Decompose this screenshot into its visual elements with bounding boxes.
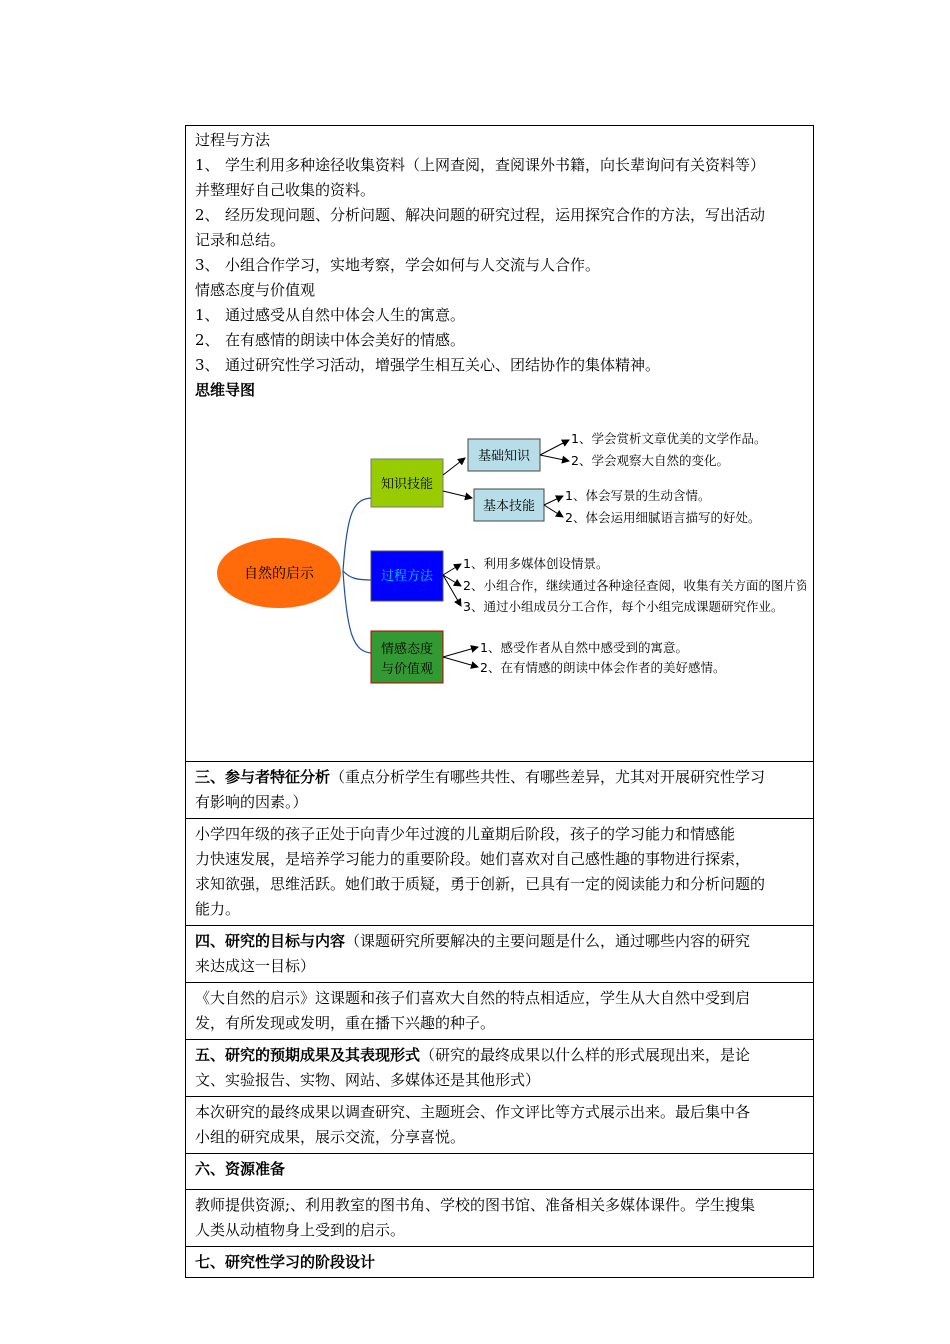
document-table <box>185 125 814 1278</box>
connector-line <box>443 458 465 475</box>
section7-heading: 七、研究性学习的阶段设计 <box>195 1253 376 1271</box>
section7-heading-cell <box>186 1246 813 1277</box>
item-text: 通过研究性学习活动，增强学生相互关心、团结协作的集体精神。 <box>225 356 661 374</box>
skill-point: 1、体会写景的生动含情。 <box>565 488 711 503</box>
item-text: 通过感受从自然中体会人生的寓意。 <box>225 306 466 324</box>
process-item <box>195 253 805 278</box>
section4-body-cell <box>186 982 813 1039</box>
mindmap <box>195 403 805 758</box>
body-line: 小学四年级的孩子正处于向青少年过渡的儿童期后阶段，孩子的学习能力和情感能 <box>195 825 736 843</box>
section3-note-continued: 有影响的因素。） <box>195 793 308 811</box>
process-point: 2、小组合作，继续通过各种途径查阅，收集有关方面的图片资料 <box>463 578 806 593</box>
emotion-item <box>195 353 805 378</box>
item-number: 3、 <box>195 256 220 274</box>
emotion-title: 情感态度与价值观 <box>195 281 316 299</box>
section3-note: （重点分析学生有哪些共性、有哪些差异，尤其对开展研究性学习 <box>330 768 766 786</box>
objectives-cell <box>186 126 813 761</box>
section6-body-cell <box>186 1189 813 1246</box>
body-line: 力快速发展，是培养学习能力的重要阶段。她们喜欢对自己感性趣的事物进行探索， <box>195 850 751 868</box>
section5-note: （研究的最终成果以什么样的形式展现出来，是论 <box>420 1046 751 1064</box>
body-line: 人类从动植物身上受到的启示。 <box>195 1221 406 1239</box>
basic-knowledge-label: 基础知识 <box>477 449 531 464</box>
connector-line <box>343 498 373 571</box>
mindmap-diagram <box>195 403 806 758</box>
emotion-item <box>195 328 805 353</box>
process-title: 过程与方法 <box>195 131 271 149</box>
body-line: 教师提供资源;、利用教室的图书角、学校的图书馆、准备相关多媒体课件。学生搜集 <box>195 1196 756 1214</box>
basic-skill-label: 基本技能 <box>482 499 536 514</box>
body-line: 《大自然的启示》这课题和孩子们喜欢大自然的特点相适应，学生从大自然中受到启 <box>195 989 751 1007</box>
item-number: 3、 <box>195 356 220 374</box>
item-number: 1、 <box>195 306 220 324</box>
connector-line <box>443 491 472 498</box>
section4-heading: 四、研究的目标与内容 <box>195 932 346 950</box>
knowledge-point: 2、学会观察大自然的变化。 <box>571 453 729 468</box>
section3-heading-cell <box>186 761 813 818</box>
section5-heading: 五、研究的预期成果及其表现形式 <box>195 1046 421 1064</box>
body-line: 本次研究的最终成果以调查研究、主题班会、作文评比等方式展示出来。最后集中各 <box>195 1103 751 1121</box>
skill-point: 2、体会运用细腻语言描写的好处。 <box>565 510 761 525</box>
knowledge-label: 知识技能 <box>380 477 434 492</box>
section3-heading: 三、参与者特征分析 <box>195 768 331 786</box>
connector-line <box>443 657 478 667</box>
section3-body-cell <box>186 818 813 925</box>
connector-line <box>443 564 461 575</box>
item-text: 学生利用多种途径收集资料（上网查阅，查阅课外书籍，向长辈询问有关资料等） <box>225 156 766 174</box>
section4-note-continued: 来达成这一目标） <box>195 957 316 975</box>
emotion-label-line2: 与价值观 <box>380 662 434 677</box>
section6-heading-cell <box>186 1153 813 1189</box>
body-line: 发，有所发现或发明，重在播下兴趣的种子。 <box>195 1014 496 1032</box>
emotion-point: 2、在有情感的朗读中体会作者的美好感情。 <box>480 660 726 675</box>
process-point: 3、通过小组成员分工合作，每个小组完成课题研究作业。 <box>463 599 784 614</box>
item-number: 2、 <box>195 206 220 224</box>
item-text: 小组合作学习，实地考察，学会如何与人交流与人合作。 <box>225 256 601 274</box>
section5-note-continued: 文、实验报告、实物、网站、多媒体还是其他形式） <box>195 1071 541 1089</box>
connector-line <box>343 571 373 653</box>
connector-line <box>343 571 373 580</box>
item-text: 在有感情的朗读中体会美好的情感。 <box>225 331 466 349</box>
body-line: 能力。 <box>195 900 241 918</box>
connector-line <box>544 496 563 505</box>
connector-line <box>443 647 478 657</box>
emotion-point: 1、感受作者从自然中感受到的寓意。 <box>480 640 688 655</box>
body-line: 小组的研究成果，展示交流，分享喜悦。 <box>195 1128 466 1146</box>
emotion-item <box>195 303 805 328</box>
center-label: 自然的启示 <box>244 566 314 582</box>
section4-note: （课题研究所要解决的主要问题是什么，通过哪些内容的研究 <box>345 932 751 950</box>
mindmap-heading: 思维导图 <box>195 381 256 399</box>
knowledge-point: 1、学会赏析文章优美的文学作品。 <box>571 431 767 446</box>
connector-line <box>443 575 461 606</box>
emotion-label-line1: 情感态度 <box>380 642 434 657</box>
item-text-continued: 并整理好自己收集的资料。 <box>195 181 376 199</box>
item-number: 1、 <box>195 156 220 174</box>
section5-body-cell <box>186 1096 813 1153</box>
process-point: 1、利用多媒体创设情景。 <box>463 556 609 571</box>
body-line: 求知欲强，思维活跃。她们敢于质疑，勇于创新，已具有一定的阅读能力和分析问题的 <box>195 875 766 893</box>
section5-heading-cell <box>186 1039 813 1096</box>
item-text: 经历发现问题、分析问题、解决问题的研究过程，运用探究合作的方法，写出活动 <box>225 206 766 224</box>
connector-line <box>544 505 563 517</box>
connector-line <box>540 440 569 455</box>
process-item <box>195 153 805 178</box>
process-label: 过程方法 <box>380 569 434 584</box>
item-text-continued: 记录和总结。 <box>195 231 286 249</box>
process-item <box>195 203 805 228</box>
item-number: 2、 <box>195 331 220 349</box>
section6-heading: 六、资源准备 <box>195 1160 286 1178</box>
section4-heading-cell <box>186 925 813 982</box>
connector-line <box>540 455 569 461</box>
